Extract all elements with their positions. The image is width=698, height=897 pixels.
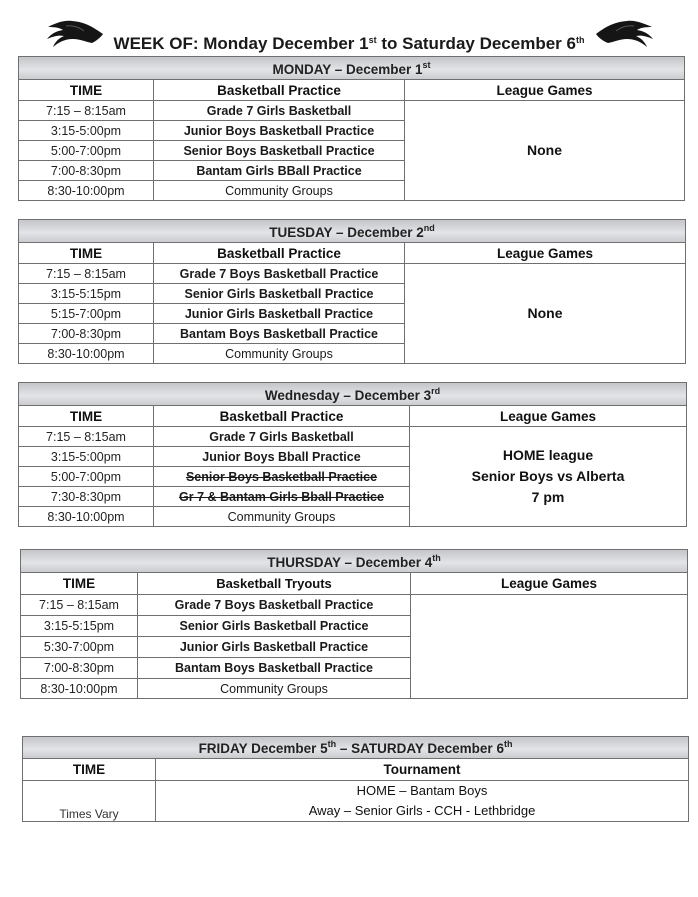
column-header-row	[21, 573, 688, 595]
time-cell: 7:00-8:30pm	[21, 658, 138, 679]
activity-column-header: Basketball Practice	[154, 406, 410, 427]
table-row	[19, 264, 686, 284]
time-cell: 5:00-7:00pm	[19, 467, 154, 487]
time-cell: 3:15-5:00pm	[19, 121, 154, 141]
table-row	[23, 781, 689, 822]
activity-cell: Community Groups	[154, 344, 405, 364]
activity-cell: Bantam Boys Basketball Practice	[138, 658, 411, 679]
activity-cell: Grade 7 Boys Basketball Practice	[138, 595, 411, 616]
activity-cell: Grade 7 Boys Basketball Practice	[154, 264, 405, 284]
time-cell: 7:00-8:30pm	[19, 324, 154, 344]
time-cell: Times Vary	[23, 781, 156, 822]
time-cell: 5:15-7:00pm	[19, 304, 154, 324]
time-cell: 7:15 – 8:15am	[19, 264, 154, 284]
day-header-row	[21, 550, 688, 573]
thursday-schedule-table	[20, 549, 688, 699]
activity-cell: Junior Boys Bball Practice	[154, 447, 410, 467]
league-games-cell	[411, 595, 688, 699]
cancelled-activity-cell: Senior Boys Basketball Practice	[154, 467, 410, 487]
time-column-header: TIME	[19, 80, 154, 101]
league-games-cell: None	[405, 264, 686, 364]
day-header-row	[19, 383, 687, 406]
time-cell: 8:30-10:00pm	[19, 507, 154, 527]
page-title: WEEK OF: Monday December 1st to Saturday December 6th	[113, 34, 585, 53]
time-cell: 3:15-5:00pm	[19, 447, 154, 467]
time-column-header: TIME	[23, 759, 156, 781]
time-cell: 3:15-5:15pm	[19, 284, 154, 304]
activity-column-header: Basketball Practice	[154, 243, 405, 264]
activity-cell: Senior Girls Basketball Practice	[138, 616, 411, 637]
activity-cell: Senior Boys Basketball Practice	[154, 141, 405, 161]
column-header-row	[19, 406, 687, 427]
column-header-row	[23, 759, 689, 781]
time-cell: 7:15 – 8:15am	[19, 427, 154, 447]
cancelled-activity-cell: Gr 7 & Bantam Girls Bball Practice	[154, 487, 410, 507]
day-heading: FRIDAY December 5th – SATURDAY December 6th	[23, 737, 689, 759]
activity-column-header: Basketball Practice	[154, 80, 405, 101]
league-line: Senior Boys vs Alberta	[471, 468, 625, 484]
time-cell: 3:15-5:15pm	[21, 616, 138, 637]
day-heading: THURSDAY – December 4th	[21, 550, 688, 573]
activity-cell: Community Groups	[154, 181, 405, 201]
activity-cell: Junior Girls Basketball Practice	[154, 304, 405, 324]
table-row	[19, 427, 687, 447]
tuesday-schedule-table	[18, 219, 686, 364]
time-cell: 8:30-10:00pm	[19, 344, 154, 364]
activity-cell: Senior Girls Basketball Practice	[154, 284, 405, 304]
league-games-cell: None	[405, 101, 685, 201]
league-column-header: League Games	[411, 573, 688, 595]
tournament-column-header: Tournament	[156, 759, 689, 781]
table-row	[21, 595, 688, 616]
time-cell: 5:30-7:00pm	[21, 637, 138, 658]
activity-cell: Grade 7 Girls Basketball	[154, 101, 405, 121]
page-header	[0, 18, 698, 58]
column-header-row	[19, 80, 685, 101]
time-cell: 8:30-10:00pm	[19, 181, 154, 201]
time-cell: 8:30-10:00pm	[21, 679, 138, 699]
activity-column-header: Basketball Tryouts	[138, 573, 411, 595]
time-cell: 7:00-8:30pm	[19, 161, 154, 181]
time-column-header: TIME	[19, 406, 154, 427]
activity-cell: Bantam Boys Basketball Practice	[154, 324, 405, 344]
tournament-line: HOME – Bantam Boys	[356, 783, 488, 798]
time-column-header: TIME	[21, 573, 138, 595]
league-column-header: League Games	[410, 406, 687, 427]
day-header-row	[23, 737, 689, 759]
league-games-cell	[410, 427, 687, 527]
time-cell: 5:00-7:00pm	[19, 141, 154, 161]
day-header-row	[19, 57, 685, 80]
time-cell: 7:15 – 8:15am	[19, 101, 154, 121]
weekend-schedule-table	[22, 736, 689, 822]
activity-cell: Community Groups	[138, 679, 411, 699]
tournament-line: Away – Senior Girls - CCH - Lethbridge	[308, 803, 536, 818]
column-header-row	[19, 243, 686, 264]
time-cell: 7:15 – 8:15am	[21, 595, 138, 616]
league-column-header: League Games	[405, 243, 686, 264]
time-cell: 7:30-8:30pm	[19, 487, 154, 507]
activity-cell: Community Groups	[154, 507, 410, 527]
league-line: HOME league	[502, 447, 594, 463]
table-row	[19, 101, 685, 121]
day-heading: MONDAY – December 1st	[19, 57, 685, 80]
league-line: 7 pm	[531, 489, 565, 505]
day-heading: Wednesday – December 3rd	[19, 383, 687, 406]
league-column-header: League Games	[405, 80, 685, 101]
day-heading: TUESDAY – December 2nd	[19, 220, 686, 243]
activity-cell: Junior Girls Basketball Practice	[138, 637, 411, 658]
wednesday-schedule-table	[18, 382, 687, 527]
time-column-header: TIME	[19, 243, 154, 264]
activity-cell: Bantam Girls BBall Practice	[154, 161, 405, 181]
tournament-cell	[156, 781, 689, 822]
activity-cell: Junior Boys Basketball Practice	[154, 121, 405, 141]
activity-cell: Grade 7 Girls Basketball	[154, 427, 410, 447]
day-header-row	[19, 220, 686, 243]
monday-schedule-table	[18, 56, 685, 201]
